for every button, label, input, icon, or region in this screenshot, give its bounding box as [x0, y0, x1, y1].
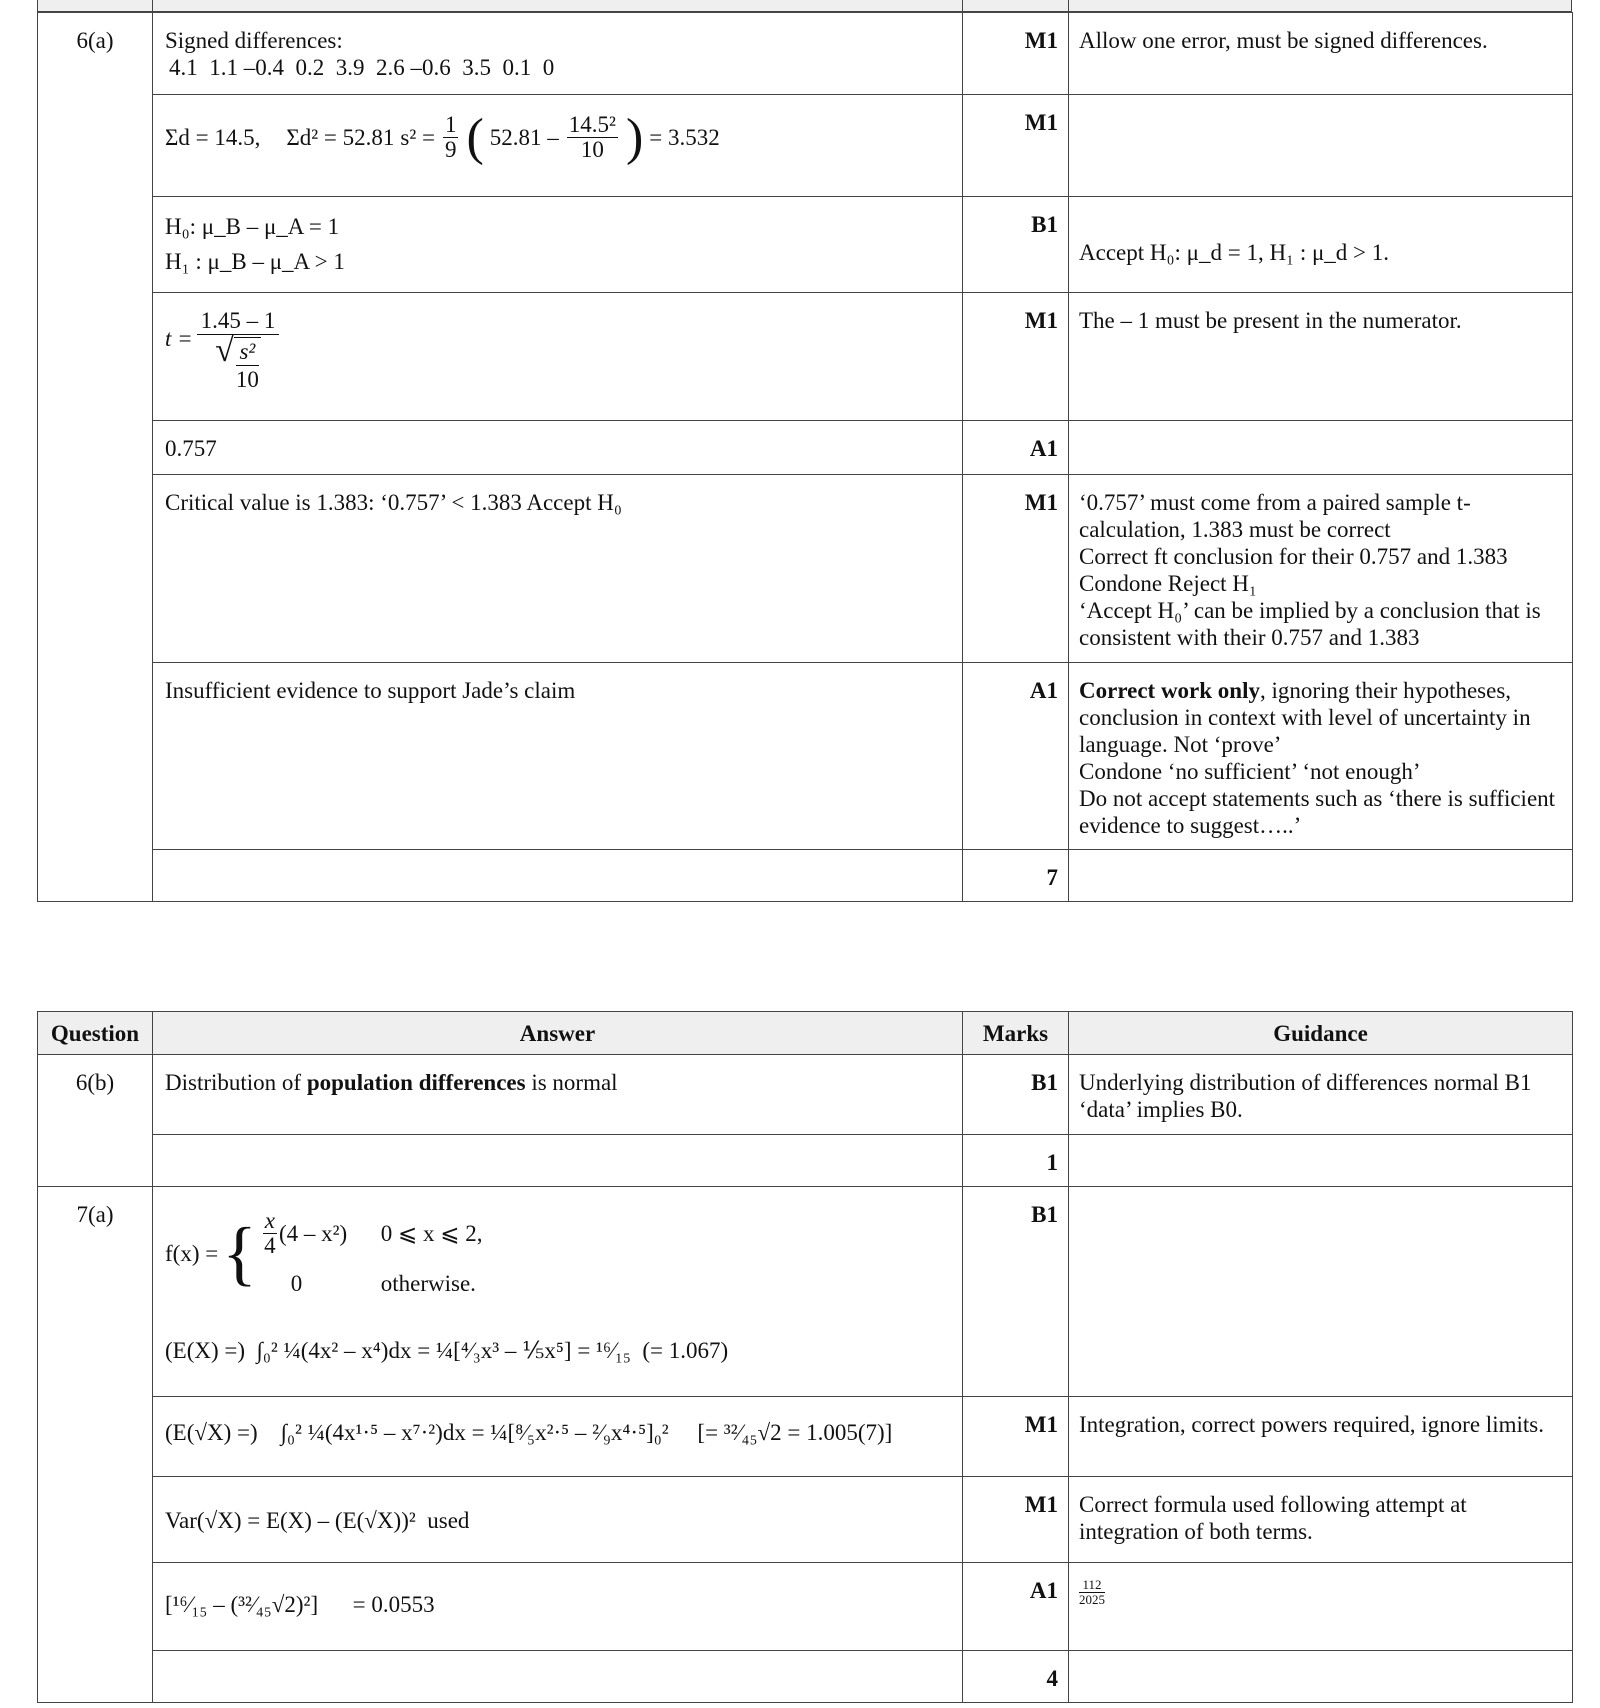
variance-result: = 3.532: [649, 125, 720, 150]
pdf-case-2: 0: [290, 1271, 303, 1296]
total-marks: 1: [963, 1135, 1069, 1187]
mark: M1: [963, 95, 1069, 197]
guidance-line: Condone Reject H₁: [1079, 571, 1257, 596]
guidance-line: Correct ft conclusion for their 0.757 and 1.383: [1079, 544, 1508, 569]
sum-d: Σd = 14.5,: [165, 125, 261, 150]
expectation-integral: (E(X) =) ∫₀² ¼(4x² – x⁴)dx = ¼[⁴⁄₃x³ – ⅕x⁵] = ¹⁶⁄₁₅ (= 1.067): [165, 1338, 729, 1363]
guidance-line: integration of both terms.: [1079, 1519, 1313, 1544]
mark: M1: [963, 13, 1069, 95]
mark: M1: [963, 1397, 1069, 1477]
answer-cell: [153, 1187, 963, 1397]
guidance-line: Condone ‘no sufficient’ ‘not enough’: [1079, 759, 1421, 784]
header-guidance: Guidance: [1069, 1012, 1573, 1055]
answer-title: Signed differences:: [165, 28, 343, 53]
guidance: [1069, 95, 1573, 197]
t-numerator: 1.45 – 1: [197, 307, 280, 335]
answer-cell: [153, 197, 963, 293]
mark: M1: [963, 293, 1069, 421]
pdf-condition-1: 0 ⩽ x ⩽ 2,: [380, 1221, 483, 1246]
expectation-sqrt-integral: (E(√X) =) ∫₀² ¼(4x¹·⁵ – x⁷·²)dx = ¼[⁸⁄₅x²·⁵ – ²⁄₉x⁴·⁵]₀² [= ³²⁄₄₅√2 = 1.005(7)]: [153, 1397, 963, 1477]
mark: B1: [963, 1187, 1069, 1397]
guidance: [1069, 1055, 1573, 1135]
fraction-112-2025: $\frac{112}{2025}$: [1079, 1577, 1105, 1608]
guidance: [1069, 421, 1573, 475]
answer-values: 4.1 1.1 –0.4 0.2 3.9 2.6 –0.6 3.5 0.1 0: [169, 55, 555, 80]
guidance-line: ‘Accept H₀’ can be implied by a conclusion that is consistent with their 0.757 and 1.383: [1079, 598, 1541, 650]
answer-cell: Insufficient evidence to support Jade’s claim: [153, 663, 963, 850]
header-marks: Marks: [963, 1012, 1069, 1055]
pdf-case-1: (4 – x²): [278, 1221, 348, 1246]
guidance-line: ‘0.757’ must come from a paired sample t-calculation, 1.383 must be correct: [1079, 490, 1471, 542]
guidance-line: ‘data’ implies B0.: [1079, 1097, 1243, 1122]
guidance: [1069, 1477, 1573, 1563]
guidance: [1069, 475, 1573, 663]
null-hypothesis: H₀: μ_B – μ_A = 1: [165, 214, 340, 239]
t-s2: s²: [236, 338, 259, 366]
mark: A1: [963, 663, 1069, 850]
answer-cell: [153, 13, 963, 95]
answer-cell: 0.757: [153, 421, 963, 475]
guidance-bold: Correct work only: [1079, 678, 1260, 703]
pdf-lhs: f(x) =: [165, 1240, 219, 1266]
answer-text: Distribution of: [165, 1070, 307, 1095]
t-label: t =: [165, 326, 193, 351]
question-number: 6(a): [38, 13, 153, 902]
previous-page-strip: [37, 0, 1572, 12]
total-marks: 7: [963, 850, 1069, 902]
guidance-text: , ignoring their hypotheses, conclusion in context with level of uncertainty in language. Not ‘prove’: [1079, 678, 1531, 757]
mark: B1: [963, 1055, 1069, 1135]
guidance: [1069, 1563, 1573, 1651]
mark: M1: [963, 1477, 1069, 1563]
mark-scheme-table-6b-7a: [37, 1011, 1573, 1703]
header-question: Question: [38, 1012, 153, 1055]
t-ten: 10: [235, 367, 259, 392]
mark: A1: [963, 1563, 1069, 1651]
variance-formula: Var(√X) = E(X) – (E(√X))² used: [153, 1477, 963, 1563]
mark-scheme-table-6a: [37, 12, 1573, 902]
s-squared: s² =: [400, 125, 435, 150]
inner-expression: 52.81 –: [489, 125, 559, 150]
guidance-line: Correct formula used following attempt at: [1079, 1492, 1467, 1517]
guidance: Allow one error, must be signed differences.: [1069, 13, 1573, 95]
answer-bold: population differences: [306, 1070, 526, 1095]
header-answer: Answer: [153, 1012, 963, 1055]
guidance: Integration, correct powers required, ignore limits.: [1069, 1397, 1573, 1477]
guidance-line: Do not accept statements such as ‘there is sufficient evidence to suggest…..’: [1079, 786, 1556, 838]
question-number: 7(a): [38, 1187, 153, 1703]
pdf-definition: f(x) = { $\frac{x}{4}$ (4 – x²) 0 ⩽ x ⩽ 2, 0 otherwise.: [165, 1209, 952, 1297]
answer-cell: t = 1.45 – 1 √ $\frac{\text{s²}}{10}$: [153, 293, 963, 421]
fraction-14-5: $\frac{\text{14.5²}}{10}$: [568, 112, 616, 162]
pdf-condition-2: otherwise.: [380, 1271, 476, 1296]
variance-result: [¹⁶⁄₁₅ – (³²⁄₄₅√2)²] = 0.0553: [153, 1563, 963, 1651]
guidance: The – 1 must be present in the numerator.: [1069, 293, 1573, 421]
guidance: Accept H₀: μ_d = 1, H₁ : μ_d > 1.: [1069, 197, 1573, 293]
mark: B1: [963, 197, 1069, 293]
answer-cell: [153, 1055, 963, 1135]
sum-d2: Σd² = 52.81: [286, 125, 395, 150]
alt-hypothesis: H₁ : μ_B – μ_A > 1: [165, 249, 345, 274]
answer-cell: Critical value is 1.383: ‘0.757’ < 1.383 Accept H₀: [153, 475, 963, 663]
mark: M1: [963, 475, 1069, 663]
question-number: 6(b): [38, 1055, 153, 1187]
guidance: [1069, 663, 1573, 850]
answer-text: is normal: [525, 1070, 618, 1095]
total-marks: 4: [963, 1651, 1069, 1703]
mark: A1: [963, 421, 1069, 475]
fraction-one-ninth: $\frac{1}{9}$: [444, 112, 457, 162]
answer-cell: Σd = 14.5, Σd² = 52.81 s² = $\frac{1}{9}$ ( 52.81 – $\frac{\text{14.5²}}{10}$ ) = 3.532: [153, 95, 963, 197]
guidance-line: Underlying distribution of differences normal B1: [1079, 1070, 1532, 1095]
